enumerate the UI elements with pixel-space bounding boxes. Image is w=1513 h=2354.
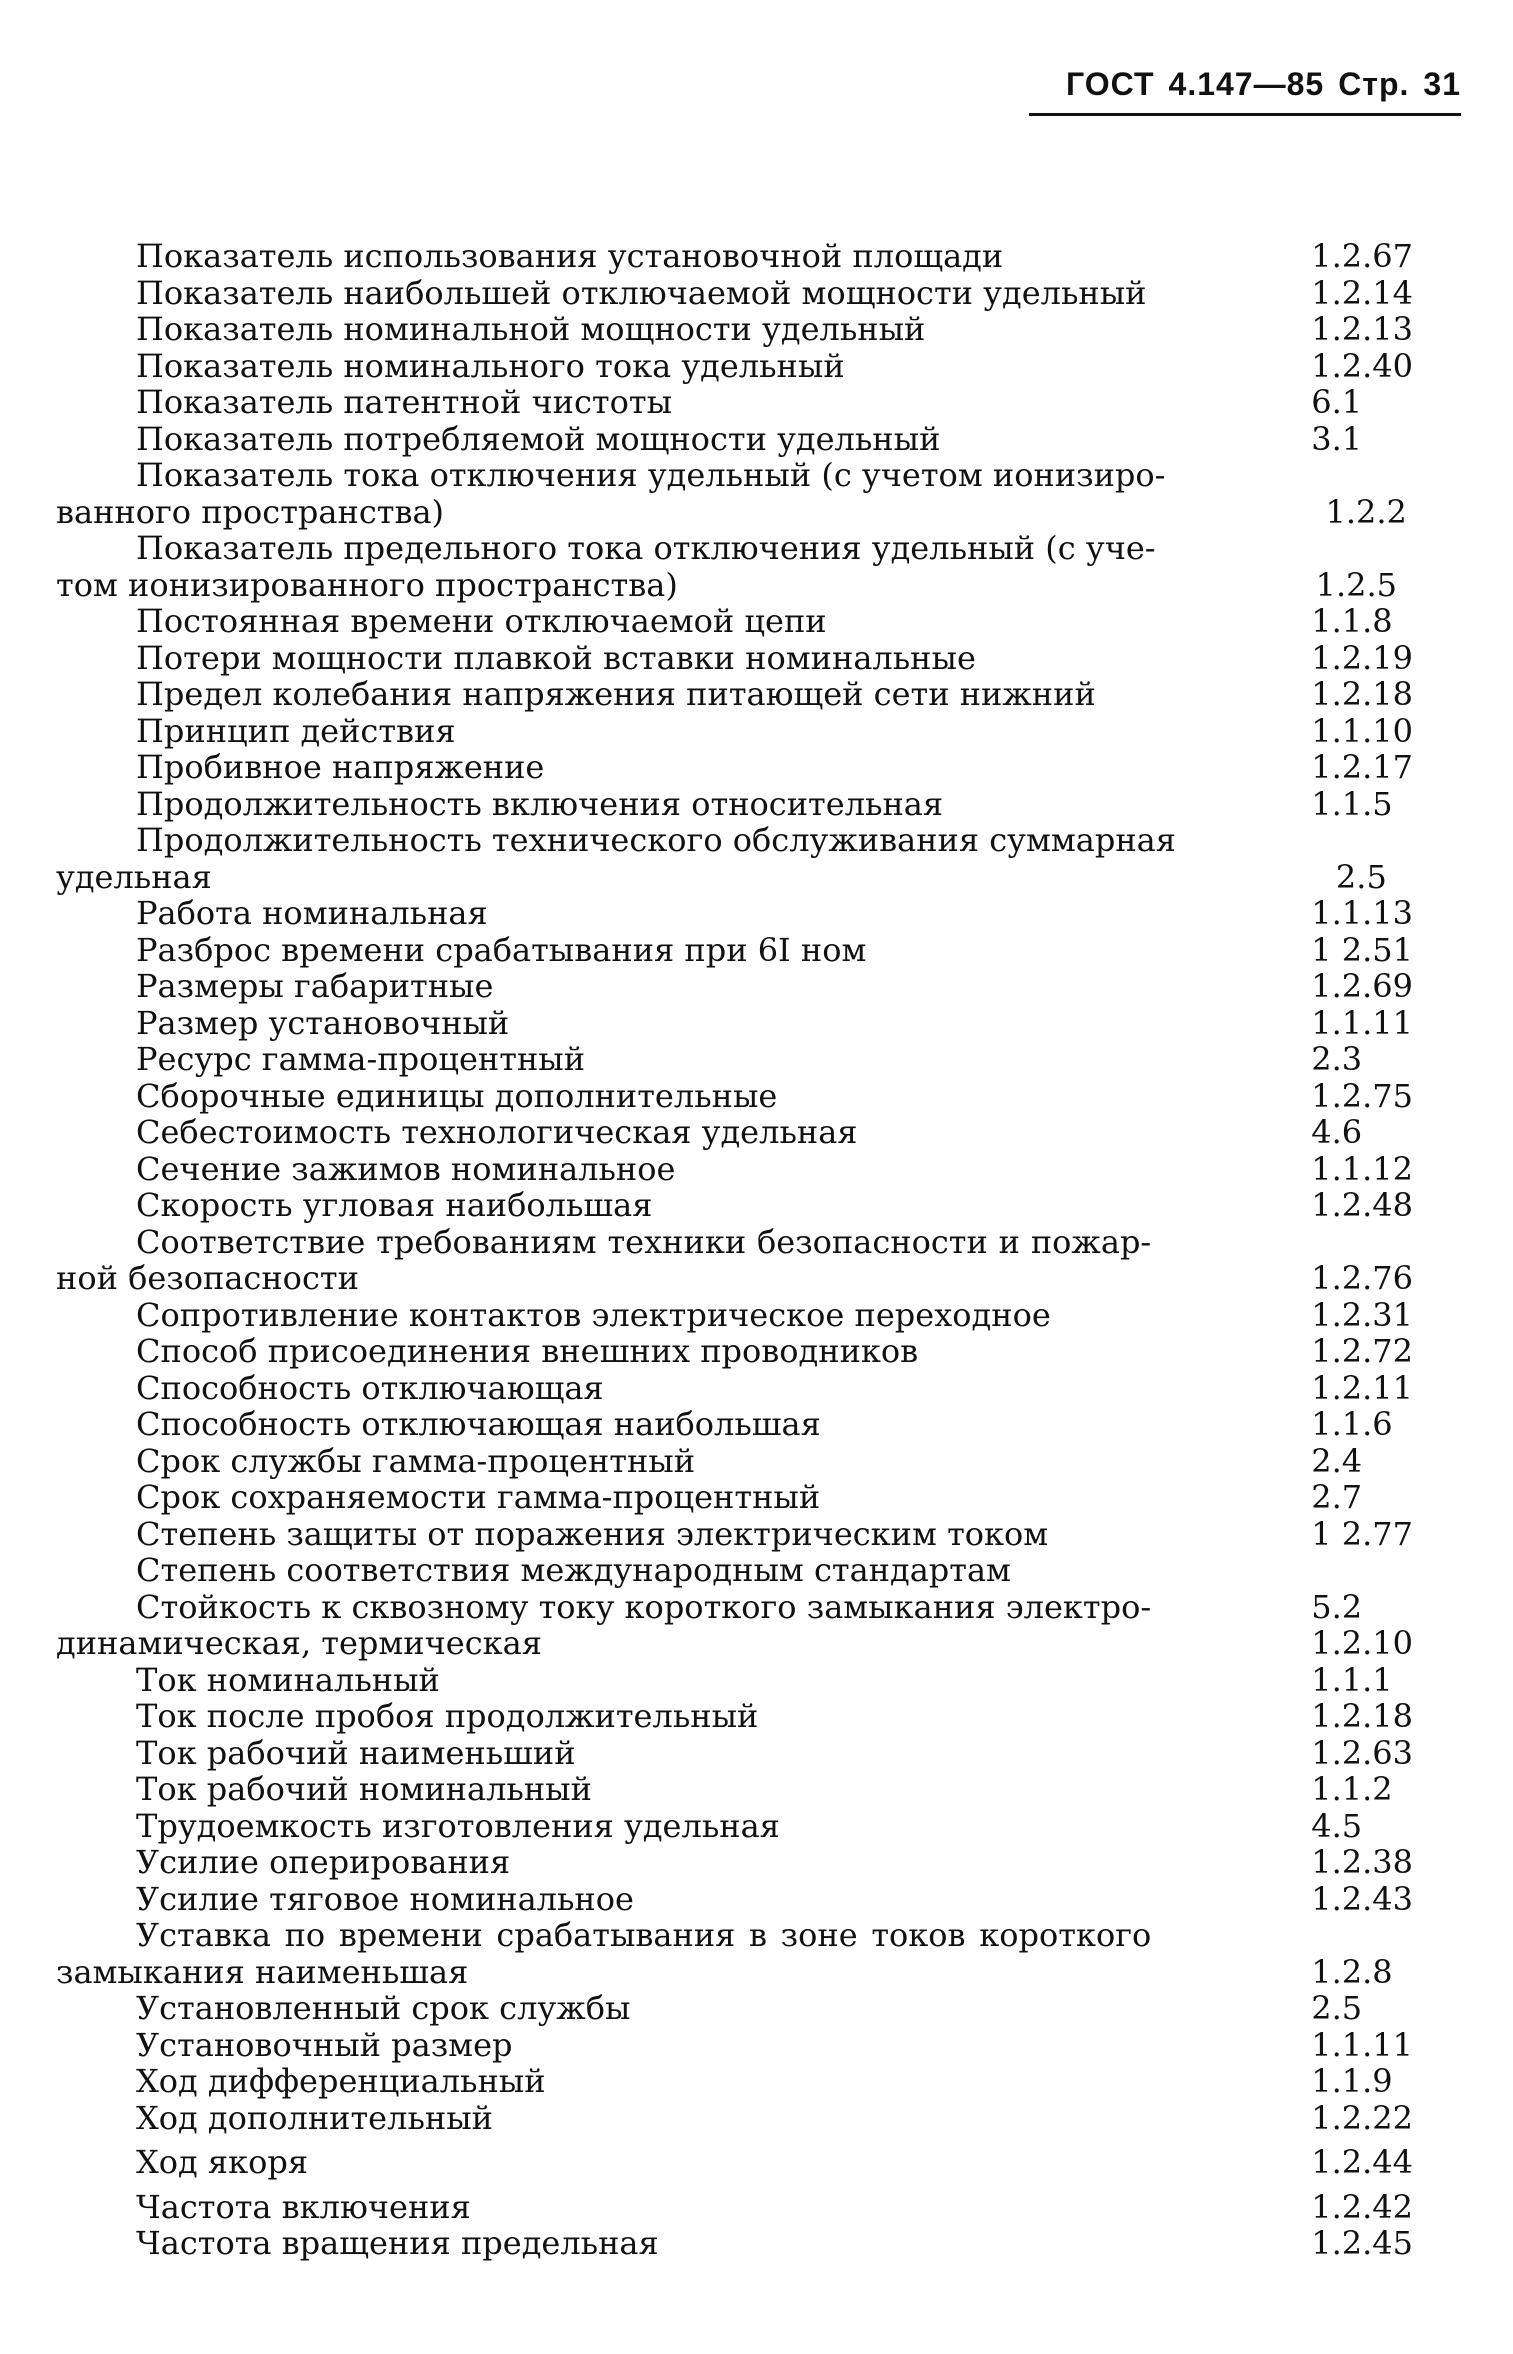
entry-term [56, 530, 1156, 603]
index-entry [56, 713, 1476, 750]
entry-term [56, 713, 1151, 750]
entry-term [56, 1552, 1151, 1589]
entry-term-line: Ток рабочий наименьший [136, 1733, 576, 1772]
entry-term-line: Сечение зажимов номинальное [136, 1149, 676, 1188]
entry-reference: 2.5 [1335, 857, 1387, 896]
index-entry [56, 1005, 1476, 1042]
index-entry [56, 2225, 1476, 2262]
entry-reference: 1.2.17 [1311, 748, 1414, 786]
entry-term [56, 1224, 1151, 1297]
entry-term-line: Размер установочный [136, 1003, 510, 1042]
entry-reference: 2.5 [1311, 1989, 1363, 2027]
index-entry [56, 1735, 1476, 1772]
entry-term-line: Размеры габаритные [136, 967, 494, 1005]
entry-reference: 1.2.76 [1311, 1259, 1414, 1297]
index-entry [56, 2189, 1476, 2226]
entry-term [56, 603, 1151, 640]
entry-term-line: Разброс времени срабатывания при 6I ном [136, 930, 867, 969]
index-entry [56, 1552, 1476, 1589]
index-entry [56, 603, 1476, 640]
entry-term-line: Уставка по времени срабатывания в зоне токов короткого [136, 1916, 1152, 1954]
entry-reference: 6.1 [1311, 383, 1363, 421]
entry-term-line: Показатель патентной чистоты [136, 383, 673, 421]
entry-term-line: Продолжительность технического обслуживания суммарная [136, 821, 1176, 859]
entry-term-line: Частота вращения предельная [136, 2224, 659, 2262]
entry-term [56, 1625, 1151, 1662]
entry-reference: 1.2.13 [1311, 310, 1414, 348]
entry-reference: 1 2.51 [1311, 930, 1414, 969]
entry-reference: 1.2.44 [1311, 2143, 1414, 2181]
entry-term [56, 2189, 1151, 2226]
entry-term [56, 676, 1151, 713]
entry-term-line: Ток после пробоя продолжительный [136, 1697, 759, 1735]
entry-reference: 1.2.63 [1311, 1733, 1414, 1772]
index-entry [56, 1589, 1476, 1626]
entry-term [56, 1443, 1151, 1480]
entry-term [56, 1479, 1151, 1516]
index-entry [56, 1516, 1476, 1553]
entry-term [56, 968, 1151, 1005]
entry-reference: 1.2.48 [1311, 1186, 1414, 1224]
entry-term-line: удельная [56, 857, 212, 896]
index-entry [56, 530, 1476, 603]
index-entry [56, 238, 1476, 275]
index-entry [56, 1333, 1476, 1370]
index-entry [56, 1771, 1476, 1808]
entry-reference: 1.1.8 [1311, 602, 1393, 640]
entry-term [56, 457, 1165, 530]
entry-term [56, 1370, 1151, 1407]
entry-reference: 1.2.67 [1311, 237, 1414, 275]
entry-term [56, 2027, 1151, 2064]
entry-term [56, 932, 1151, 969]
entry-term [56, 1662, 1151, 1699]
standard-number: 4.147—85 [1168, 66, 1325, 102]
entry-term [56, 786, 1151, 823]
entry-term-line: динамическая, термическая [56, 1624, 542, 1662]
index-entry [56, 1406, 1476, 1443]
entry-reference: 2.3 [1311, 1040, 1363, 1078]
entry-reference: 1.2.72 [1311, 1332, 1414, 1370]
entry-reference: 1.1.2 [1311, 1770, 1393, 1808]
entry-reference: 1.2.2 [1325, 492, 1407, 531]
entry-term-line: Установленный срок службы [136, 1989, 631, 2027]
entry-term [56, 275, 1151, 312]
entry-reference: 1.1.6 [1311, 1405, 1393, 1443]
entry-term [56, 1589, 1151, 1626]
entry-term [56, 1881, 1151, 1918]
entry-reference: 1.2.40 [1311, 346, 1414, 385]
entry-term-line: Способ присоединения внешних проводников [136, 1332, 919, 1370]
entry-term-line: Показатель номинального тока удельный [136, 346, 845, 385]
entry-term-line: Постоянная времени отключаемой цепи [136, 602, 827, 640]
entry-term-line: Скорость угловая наибольшая [136, 1186, 653, 1224]
index-entry [56, 1698, 1476, 1735]
entry-reference: 1.2.18 [1311, 675, 1414, 713]
entry-term [56, 1516, 1151, 1553]
entry-term-line: Показатель тока отключения удельный (с учетом ионизиро- [136, 456, 1166, 494]
entry-term-line: Срок службы гамма-процентный [136, 1441, 696, 1480]
entry-reference: 4.6 [1311, 1113, 1363, 1151]
entry-term-line: Продолжительность включения относительная [136, 784, 944, 823]
entry-reference: 1.2.75 [1311, 1076, 1414, 1115]
index-entry [56, 457, 1476, 530]
entry-term [56, 640, 1151, 677]
entry-term [56, 1808, 1151, 1845]
standard-label: ГОСТ [1066, 66, 1155, 102]
entry-term [56, 1297, 1151, 1334]
index-entry [56, 1808, 1476, 1845]
entry-term-line: Степень соответствия международным стандартам [136, 1551, 1011, 1589]
index-entry [56, 1990, 1476, 2027]
page-header [1029, 66, 1461, 116]
index-entry [56, 384, 1476, 421]
page-label: Стр. [1338, 66, 1410, 102]
entry-term-line: Пробивное напряжение [136, 748, 545, 786]
entry-reference: 1.2.11 [1311, 1368, 1414, 1407]
entry-term-line: Ток номинальный [136, 1660, 440, 1699]
index-entry [56, 676, 1476, 713]
entry-term-line: Показатель использования установочной площади [136, 237, 1004, 275]
entry-term-line: Потери мощности плавкой вставки номинальные [136, 638, 976, 677]
entry-term-line: Показатель наибольшей отключаемой мощности удельный [136, 273, 1147, 312]
index-entry [56, 1625, 1476, 1662]
entry-reference: 1.2.43 [1311, 1879, 1414, 1918]
entry-term-line: замыкания наименьшая [56, 1952, 469, 1991]
entry-term-line: Усилие оперирования [136, 1843, 511, 1881]
entry-term-line: ной безопасности [56, 1259, 359, 1297]
entry-reference: 1.1.11 [1311, 1003, 1414, 1042]
entry-term [56, 1187, 1151, 1224]
entry-term-line: Частота включения [136, 2187, 471, 2226]
entry-term [56, 1041, 1151, 1078]
page-number: 31 [1423, 66, 1461, 102]
entry-term [56, 1735, 1151, 1772]
entry-term-line: Трудоемкость изготовления удельная [136, 1806, 780, 1845]
entry-term [56, 1114, 1151, 1151]
index-entry [56, 311, 1476, 348]
entry-term [56, 1698, 1151, 1735]
entry-reference: 1.2.18 [1311, 1697, 1414, 1735]
index-entry [56, 1662, 1476, 1699]
index-entry [56, 1041, 1476, 1078]
entry-reference: 4.5 [1311, 1806, 1363, 1845]
entry-term-line: Способность отключающая [136, 1368, 604, 1407]
entry-term [56, 421, 1151, 458]
entry-term-line: Способность отключающая наибольшая [136, 1405, 821, 1443]
index-entry [56, 421, 1476, 458]
entry-term-line: Сборочные единицы дополнительные [136, 1076, 778, 1115]
entry-term [56, 2225, 1151, 2262]
entry-term-line: Показатель потребляемой мощности удельный [136, 419, 941, 458]
entry-term [56, 895, 1151, 932]
entry-term [56, 348, 1151, 385]
entry-term [56, 1771, 1151, 1808]
entry-term-line: Ход дополнительный [136, 2098, 493, 2137]
index-entry [56, 275, 1476, 312]
entry-reference: 1.2.31 [1311, 1295, 1414, 1334]
entry-term [56, 1151, 1151, 1188]
index-entry [56, 822, 1476, 895]
entry-term [56, 1005, 1151, 1042]
index-entry [56, 1297, 1476, 1334]
entry-term-line: Принцип действия [136, 711, 456, 750]
entry-term-line: Ресурс гамма-процентный [136, 1040, 586, 1078]
entry-reference: 1.1.9 [1311, 2062, 1393, 2100]
entry-reference: 1.2.38 [1311, 1843, 1414, 1881]
index-entry [56, 1224, 1476, 1297]
entry-term-line: Предел колебания напряжения питающей сети нижний [136, 675, 1096, 713]
entry-term [56, 749, 1151, 786]
index-entry [56, 2144, 1476, 2181]
entry-term [56, 2100, 1151, 2137]
entry-reference: 1.2.8 [1311, 1952, 1393, 1991]
entry-term [56, 1406, 1151, 1443]
index-entry [56, 1151, 1476, 1188]
index-entry [56, 1479, 1476, 1516]
index-entry [56, 2027, 1476, 2064]
index-entry [56, 2063, 1476, 2100]
entry-term [56, 822, 1176, 895]
entry-term [56, 2063, 1151, 2100]
index-entry [56, 348, 1476, 385]
entry-reference: 1.2.42 [1311, 2187, 1414, 2226]
index-entry [56, 1881, 1476, 1918]
entry-term [56, 1844, 1151, 1881]
entry-term-line: Себестоимость технологическая удельная [136, 1113, 858, 1151]
entry-term [56, 1990, 1151, 2027]
index-entry [56, 1443, 1476, 1480]
entry-reference: 1.1.13 [1311, 894, 1414, 932]
entry-term-line: том ионизированного пространства) [56, 565, 678, 604]
entry-term [56, 311, 1151, 348]
index-entry [56, 895, 1476, 932]
entry-term [56, 1917, 1151, 1990]
entry-term-line: Ход якоря [136, 2143, 309, 2181]
entry-term [56, 2144, 1151, 2181]
index-entry [56, 786, 1476, 823]
entry-term-line: Срок сохраняемости гамма-процентный [136, 1478, 821, 1516]
entry-reference: 1.2.69 [1311, 967, 1414, 1005]
index-entry [56, 1917, 1476, 1990]
entry-term-line: ванного пространства) [56, 492, 445, 531]
entry-reference: 5.2 [1311, 1587, 1363, 1626]
entry-reference: 1.2.45 [1311, 2224, 1414, 2262]
index-entry [56, 749, 1476, 786]
entry-reference: 2.7 [1311, 1478, 1363, 1516]
index-entry [56, 1370, 1476, 1407]
entry-reference: 1.1.10 [1311, 711, 1414, 750]
index-entry [56, 1844, 1476, 1881]
entry-term [56, 238, 1151, 275]
entry-reference: 2.4 [1311, 1441, 1363, 1480]
entry-term-line: Работа номинальная [136, 894, 488, 932]
entry-term-line: Сопротивление контактов электрическое переходное [136, 1295, 1051, 1334]
entry-reference: 1.2.22 [1311, 2098, 1414, 2137]
entry-term-line: Ход дифференциальный [136, 2062, 546, 2100]
entry-term [56, 1333, 1151, 1370]
entry-reference: 1.2.14 [1311, 273, 1414, 312]
entry-term-line: Показатель предельного тока отключения удельный (с уче- [136, 529, 1156, 567]
entry-reference: 1.1.12 [1311, 1149, 1414, 1188]
entry-term [56, 1078, 1151, 1115]
entry-term-line: Ток рабочий номинальный [136, 1770, 592, 1808]
entry-reference: 1.2.5 [1315, 565, 1398, 604]
entry-term-line: Усилие тяговое номинальное [136, 1879, 634, 1918]
index-entry [56, 1078, 1476, 1115]
entry-term-line: Стойкость к сквозному току короткого замыкания электро- [136, 1587, 1152, 1626]
entry-term-line: Степень защиты от поражения электрическим током [136, 1514, 1049, 1553]
index-entry [56, 1187, 1476, 1224]
index-entry [56, 968, 1476, 1005]
entry-reference: 1.1.11 [1311, 2025, 1414, 2064]
entry-reference: 3.1 [1311, 419, 1363, 458]
entry-reference: 1.2.19 [1311, 638, 1414, 677]
entry-reference: 1.1.1 [1311, 1660, 1393, 1699]
entry-term-line: Показатель номинальной мощности удельный [136, 310, 926, 348]
entry-term-line: Установочный размер [136, 2025, 513, 2064]
entry-term-line: Соответствие требованиям техники безопасности и пожар- [136, 1222, 1152, 1261]
entry-reference: 1.1.5 [1311, 784, 1393, 823]
index-entry [56, 640, 1476, 677]
entry-reference: 1.2.10 [1311, 1624, 1414, 1662]
entry-reference: 1 2.77 [1311, 1514, 1414, 1553]
index-entry [56, 932, 1476, 969]
index-entry [56, 1114, 1476, 1151]
index-entries [56, 238, 1476, 2262]
entry-term [56, 384, 1151, 421]
index-entry [56, 2100, 1476, 2137]
